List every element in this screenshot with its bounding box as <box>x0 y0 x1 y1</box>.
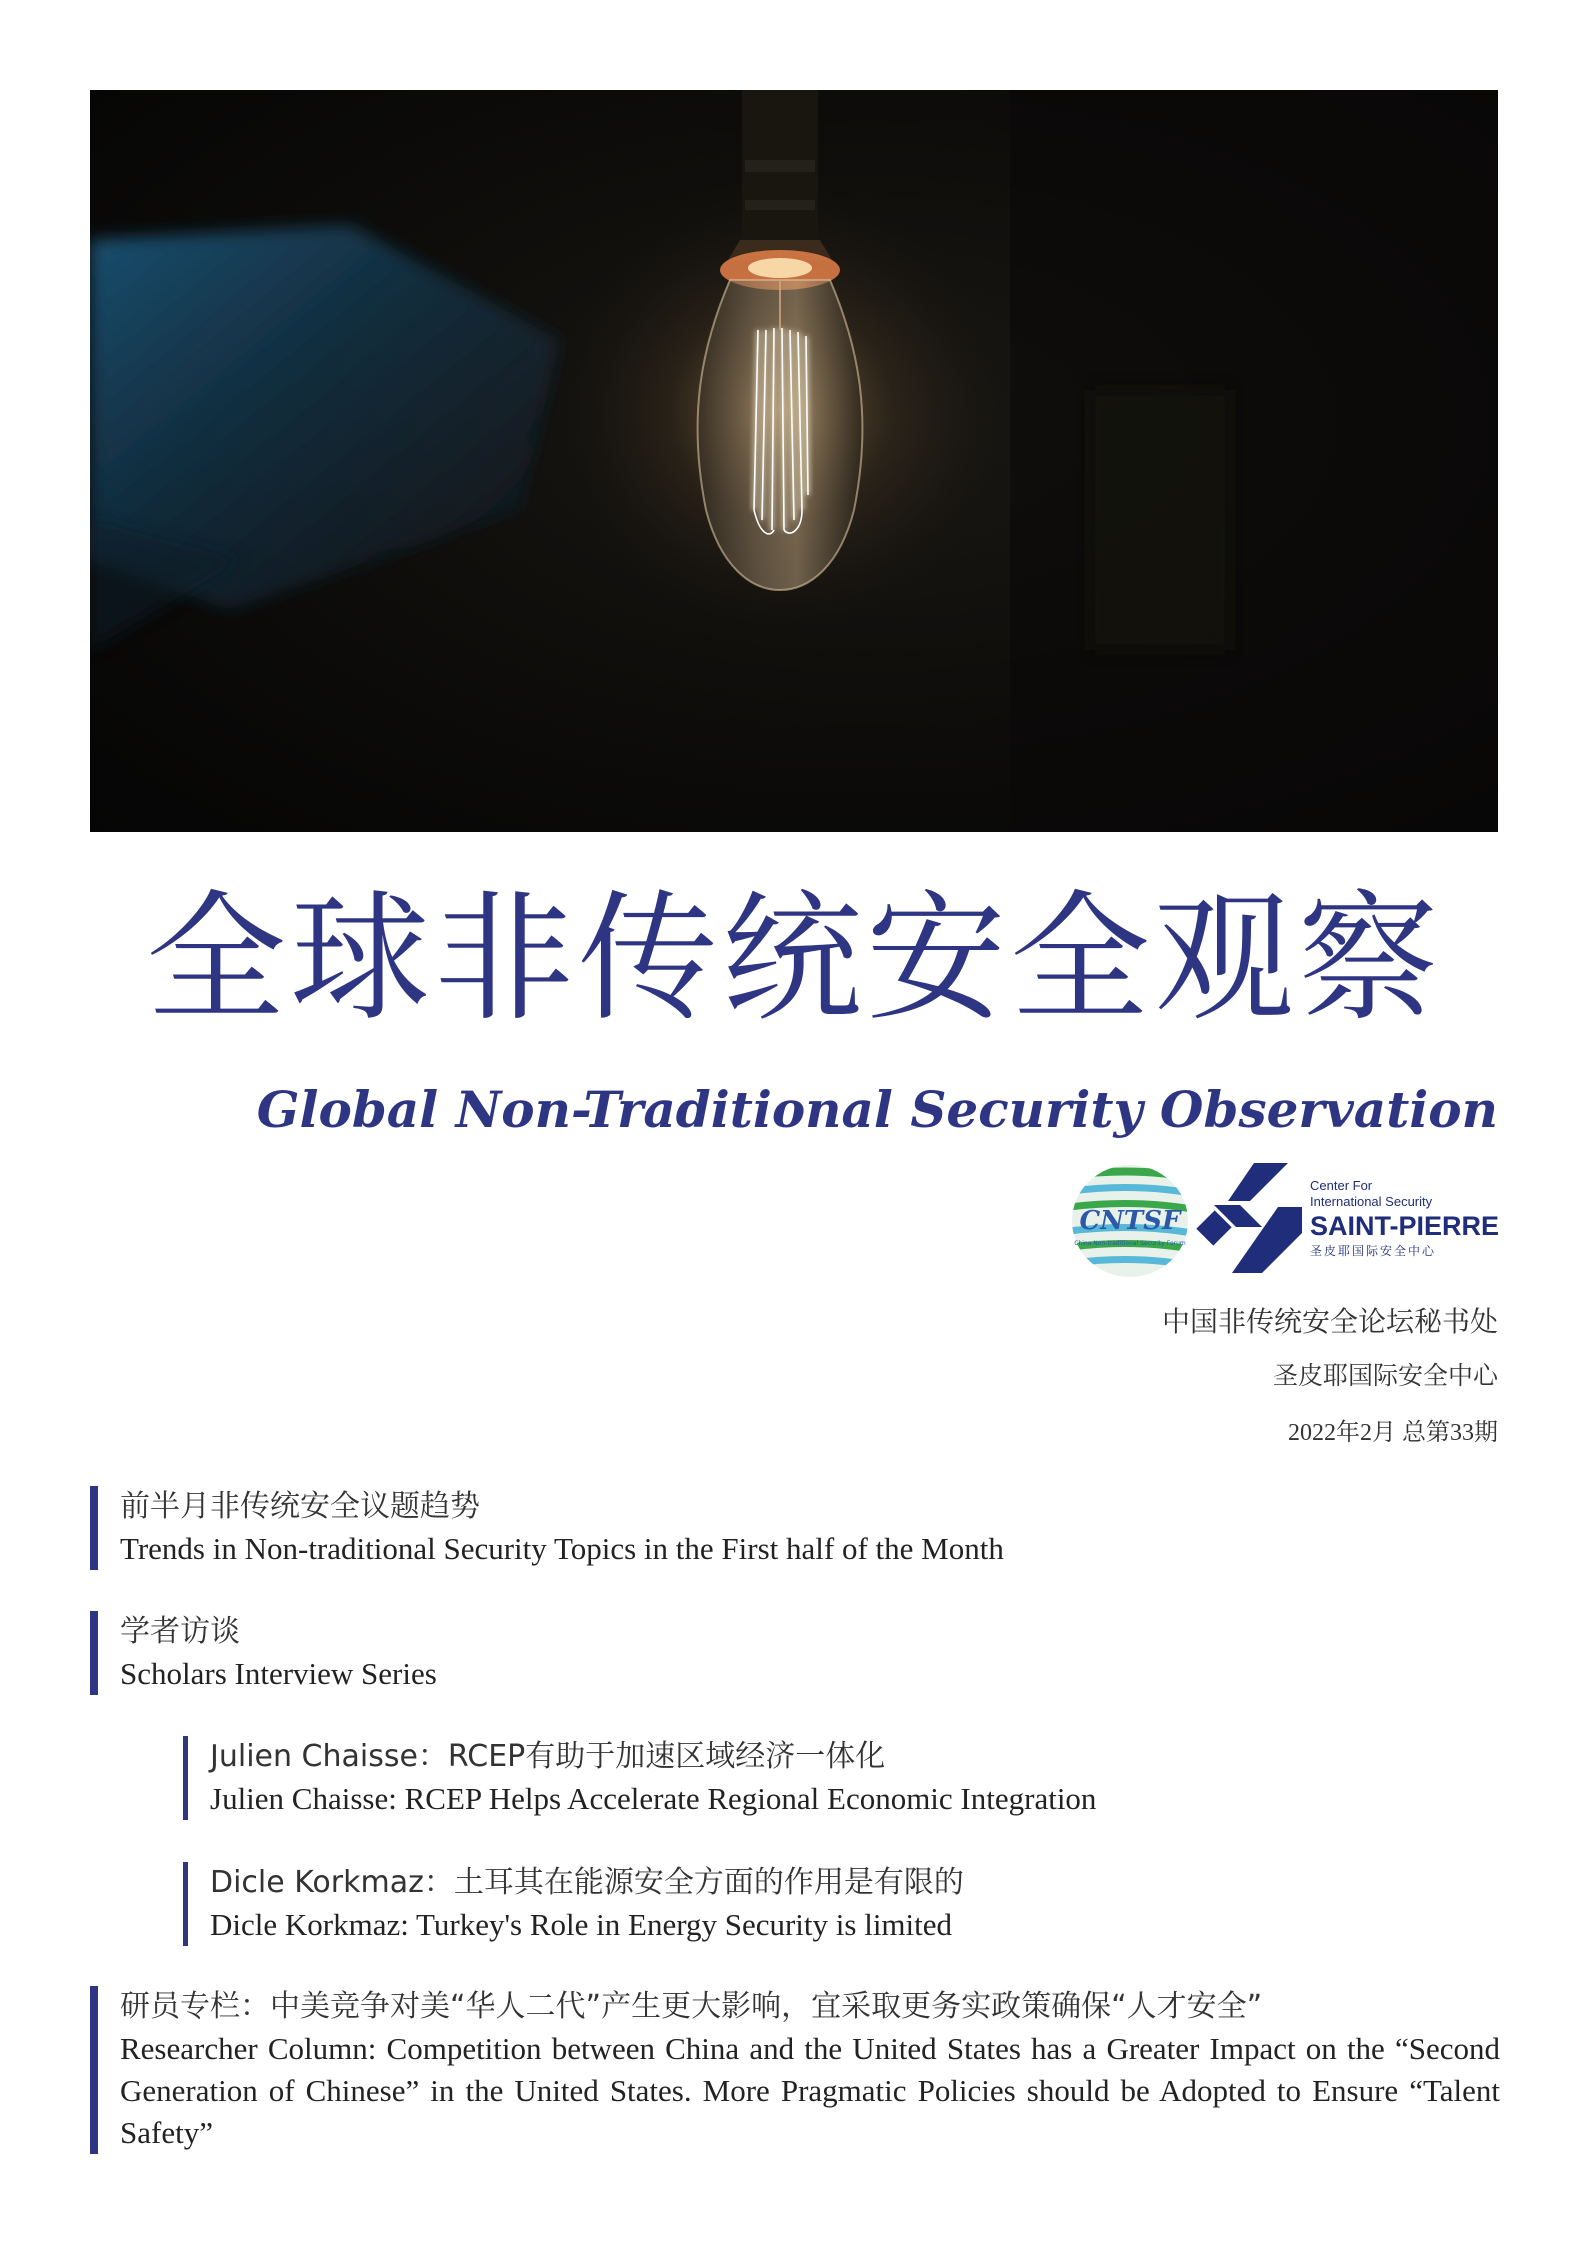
publisher-org-1: 中国非传统安全论坛秘书处 <box>1161 1305 1498 1338</box>
cntsf-logo-subtext: China Non-traditional Security Forum <box>1074 1240 1186 1247</box>
issue-info: 2022年2月 总第33期 <box>1288 1420 1498 1446</box>
light-bulb-illustration <box>90 90 1498 832</box>
toc-julien-cn: Julien Chaisse：RCEP有助于加速区域经济一体化 <box>210 1739 886 1774</box>
toc-scholars-cn: 学者访谈 <box>120 1614 240 1649</box>
toc-research-en: Researcher Column: Competition between China and the United States has a Greater Impact on the “Second Generation of Chinese” in the United States. More Pragmatic Policies should be Adopted to Ensure “Talent Safety” <box>120 2031 1500 2150</box>
publication-title-en: Global Non-Traditional Security Observation <box>256 1080 1498 1139</box>
toc-research-cn: 研员专栏：中美竞争对美“华人二代”产生更大影响，宜采取更务实政策确保“人才安全” <box>120 1989 1263 2024</box>
toc-trends <box>90 1486 1004 1570</box>
hero-photo <box>90 90 1498 832</box>
toc-dicle-cn: Dicle Korkmaz：土耳其在能源安全方面的作用是有限的 <box>210 1865 964 1900</box>
toc-scholars <box>90 1611 437 1695</box>
publisher-org-2: 圣皮耶国际安全中心 <box>1272 1361 1498 1390</box>
cntsf-logo-text: CNTSF <box>1079 1206 1181 1236</box>
logo-bar <box>1050 1155 1500 1280</box>
toc-trends-cn: 前半月非传统安全议题趋势 <box>120 1489 480 1524</box>
toc-research <box>90 1986 1500 2154</box>
toc-dicle-en: Dicle Korkmaz: Turkey's Role in Energy Security is limited <box>210 1907 953 1942</box>
toc-trends-en: Trends in Non-traditional Security Topics in the First half of the Month <box>120 1531 1004 1566</box>
sp-logo-line4: 圣皮耶国际安全中心 <box>1310 1244 1437 1258</box>
cntsf-logo <box>1050 1163 1210 1278</box>
sp-logo-line3: SAINT-PIERRE <box>1310 1211 1500 1241</box>
sp-logo-line2: International Security <box>1310 1194 1433 1209</box>
sp-logo-line1: Center For <box>1310 1178 1373 1193</box>
publication-title-cn: 全球非传统安全观察 <box>145 878 1442 1041</box>
toc-dicle <box>183 1862 964 1946</box>
toc-scholars-en: Scholars Interview Series <box>120 1656 437 1691</box>
toc-julien-en: Julien Chaisse: RCEP Helps Accelerate Regional Economic Integration <box>210 1781 1097 1816</box>
toc-julien <box>183 1736 1096 1820</box>
saint-pierre-logo <box>1192 1155 1502 1280</box>
